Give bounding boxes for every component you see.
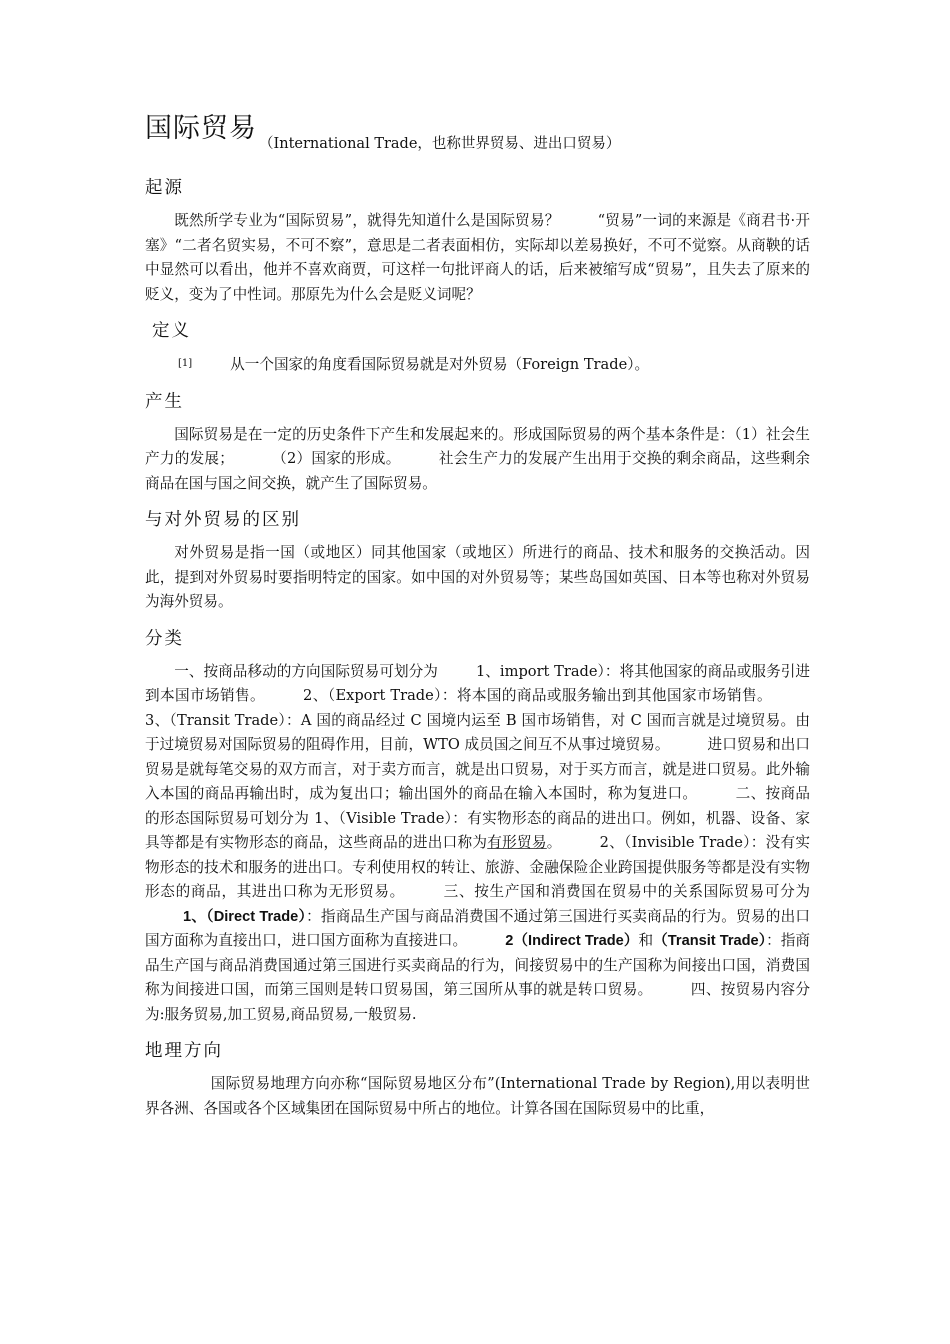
class-export: 2、（Export Trade）：将本国的商品或服务输出到其他国家市场销售。 <box>303 687 772 704</box>
document-page <box>145 112 810 1133</box>
class-note: 进口贸易和出口贸易是就每笔交易的双方而言，对于卖方而言，就是出口贸易，对于买方而言，就是进口贸易。此外输入本国的商品再输出时，成为复出口；输出国外的商品在输入本国时，称为复进口。 <box>145 736 810 802</box>
emergence-part-2: （2）国家的形成。 <box>271 450 401 467</box>
classification-paragraph <box>145 660 810 1028</box>
heading-origin: 起源 <box>145 178 184 198</box>
heading-geography: 地理方向 <box>145 1041 223 1061</box>
document-title <box>145 112 810 152</box>
class-indirect-mid: 和 <box>638 932 654 949</box>
class-2-end: 。 <box>546 834 562 851</box>
title-main: 国际贸易 <box>145 113 257 144</box>
emergence-part-3: 社会生产力的发展产生出用于交换的剩余商品，这些剩余商品在国与国之间交换，就产生了国际贸易。 <box>145 450 810 492</box>
title-subtitle: （International Trade，也称世界贸易、进出口贸易） <box>259 136 621 152</box>
class-import: 1、import Trade）：将其他国家的商品或服务引进到本国市场销售。 <box>145 662 810 704</box>
difference-paragraph: 对外贸易是指一国（或地区）同其他国家（或地区）所进行的商品、技术和服务的交换活动。因此，提到对外贸易时要指明特定的国家。如中国的对外贸易等；某些岛国如英国、日本等也称对外贸易为海外贸易。 <box>145 544 810 610</box>
origin-explanation: “贸易”一词的来源是《商君书·开塞》“二者名贸实易，不可不察”，意思是二者表面相仿，实际却以差易换好，不可不觉察。从商鞅的话中显然可以看出，他并不喜欢商贾，可这样一句批评商人的话，后来被缩写成“贸易”，且失去了原来的贬义，变为了中性词。那原先为什么会是贬义词呢？ <box>145 212 810 303</box>
class-transit-label: （Transit Trade） <box>653 933 767 949</box>
geography-paragraph: 国际贸易地理方向亦称“国际贸易地区分布”(International Trade by Region),用以表明世界各洲、各国或各个区域集团在国际贸易中所占的地位。计算各国在国际贸易中的比重， <box>145 1075 810 1117</box>
definition-text: 从一个国家的角度看国际贸易就是对外贸易（Foreign Trade）。 <box>230 356 650 373</box>
heading-classification: 分类 <box>145 628 184 649</box>
heading-definition: 定义 <box>152 321 191 341</box>
definition-paragraph <box>145 352 810 378</box>
class-direct-label: 1、（Direct Trade） <box>183 908 307 925</box>
class-invisible: 2、（Invisible Trade）：没有实物形态的技术和服务的进出口。专利使用权的转让、旅游、金融保险企业跨国提供服务等都是没有实物形态的商品，其进出口称为无形贸易。 <box>145 834 810 900</box>
tangible-trade-link[interactable]: 有形贸易 <box>487 834 547 851</box>
class-4: 四、按贸易内容分为:服务贸易,加工贸易,商品贸易,一般贸易. <box>145 981 810 1023</box>
origin-question: 既然所学专业为“国际贸易”，就得先知道什么是国际贸易？ <box>174 212 560 229</box>
class-transit: 3、（Transit Trade）：A 国的商品经过 C 国境内运至 B 国市场销售，对 C 国而言就是过境贸易。由于过境贸易对国际贸易的阻碍作用，目前，WTO 成员国之间互不从事过境贸易。 <box>145 711 810 753</box>
class-indirect-label: 2（Indirect Trade） <box>505 933 639 949</box>
heading-difference: 与对外贸易的区别 <box>145 510 301 530</box>
heading-emergence: 产生 <box>145 391 184 412</box>
class-2: 二、按商品的形态国际贸易可划分为 1、（Visible Trade）：有实物形态的商品的进出口。例如，机器、设备、家具等都是有实物形态的商品，这些商品的进出口称为 <box>145 785 810 851</box>
reference-mark[interactable]: [1] <box>178 358 193 369</box>
class-1: 一、按商品移动的方向国际贸易可划分为 <box>174 662 438 680</box>
class-3: 三、按生产国和消费国在贸易中的关系国际贸易可分为 <box>442 883 810 900</box>
emergence-paragraph <box>145 423 810 497</box>
origin-paragraph <box>145 209 810 307</box>
class-direct: ：指商品生产国与商品消费国不通过第三国进行买卖商品的行为。贸易的出口国方面称为直接出口，进口国方面称为直接进口。 <box>145 907 810 949</box>
emergence-part-1: 国际贸易是在一定的历史条件下产生和发展起来的。形成国际贸易的两个基本条件是：（1）社会生产力的发展； <box>145 425 810 467</box>
class-indirect: ：指商品生产国与商品消费国通过第三国进行买卖商品的行为，间接贸易中的生产国称为间接出口国，消费国称为间接进口国，而第三国则是转口贸易国，第三国所从事的就是转口贸易。 <box>145 932 810 998</box>
